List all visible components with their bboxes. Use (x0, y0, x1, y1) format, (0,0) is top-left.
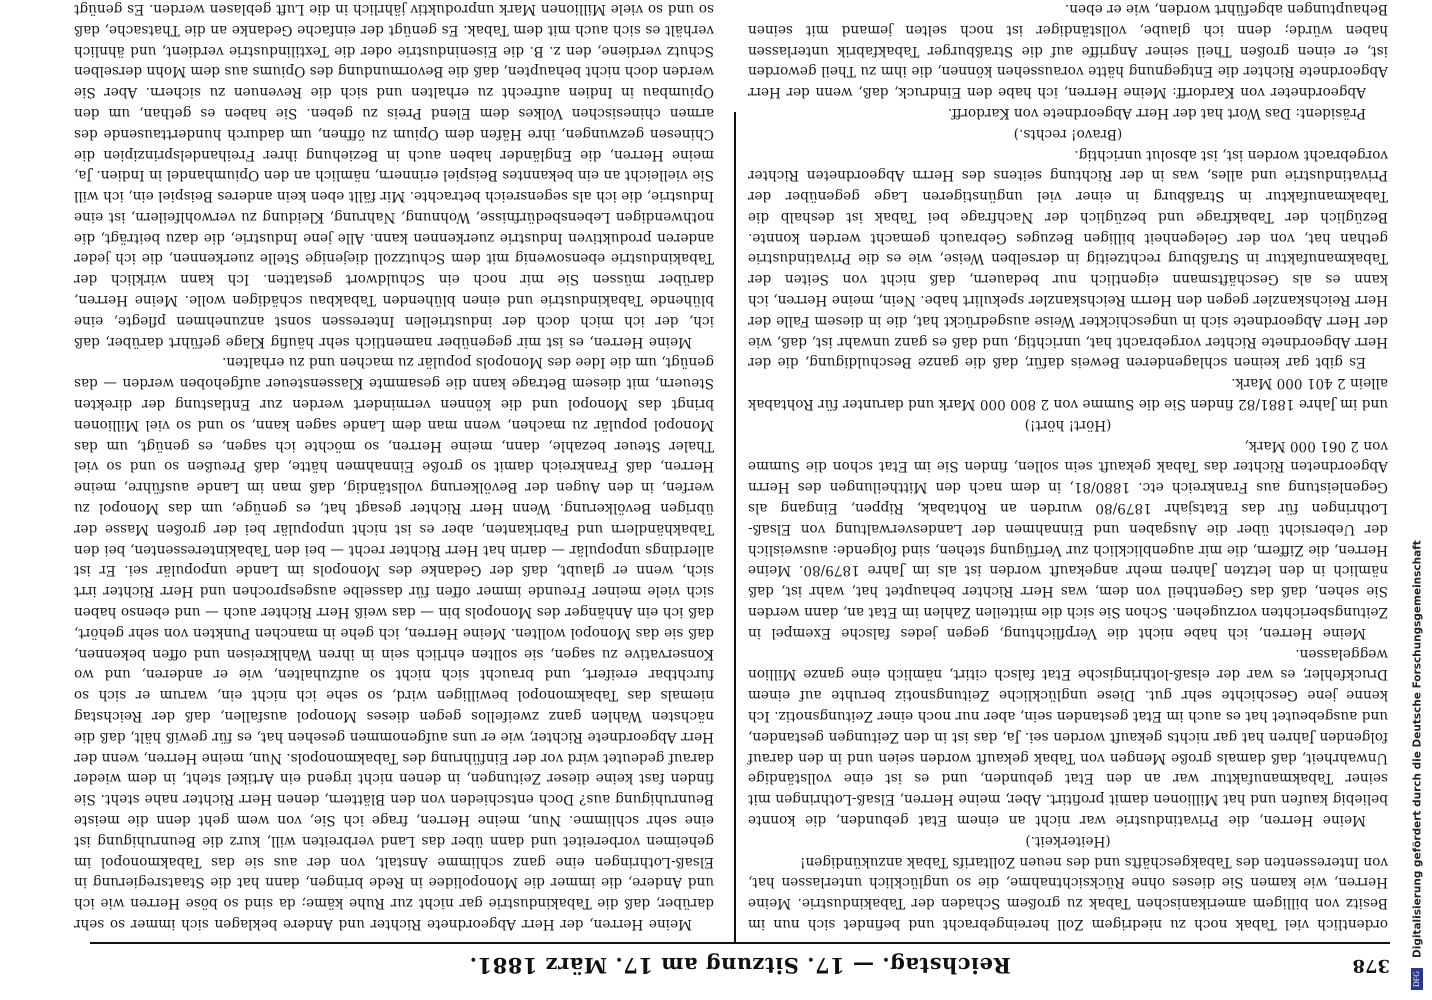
left-column (748, 0, 1388, 934)
paragraph: und im Jahre 1881/82 finden Sie die Summe von 2 800 000 Mark und darunter für Rohtabak allein 2 401 000 Mark. (748, 375, 1388, 413)
interjection: (Heiterkeit.) (1025, 832, 1111, 849)
right-column (74, 0, 714, 934)
paragraph: Präsident: Das Wort hat der Herr Abgeordnete von Kardorff. (947, 104, 1366, 121)
paragraph: ordentlich viel Tabak noch zu niedrigem Zoll hereingebracht und befindet sich nun im Besitz von billigem amerikanischen Tabak zu großem Schaden der Tabakindustrie. Meine Herren, wie kamen Sie dieses ohne Rücksichtnahme, die so unglücklich unterlassen hat, von Interessenten des Tabakgeschäfts und des neuen Zolltarifs Tabak anzukündigen! (748, 853, 1388, 932)
paragraph: Es gibt gar keinen schlagenderen Beweis dafür, daß die ganze Beschuldigung, die der Herr Abgeordnete Richter vorgebracht hat, unrichtig, und daß es ganz unwahr ist, daß, wie der Herr Abgeordnete sich in ungeschickter Weise ausgedrückt hat, die in diesem Falle der Herr Reichskanzler gegen den Herrn Reichskanzler spekulirt habe. Nein, meine Herren, ich kann es als Geschäftsmann eigentlich nur bedauern, daß nicht von Seiten der Tabakmanufaktur in Straßburg rechtzeitig in derselben Weise, wie es die Privatindustrie gethan hat, von der Gelegenheit billigen Bezuges Gebrauch gemacht werden konnte. Bezüglich der Tabakfrage und bezüglich der Nachfrage bei Tabak ist deshalb die Tabakmanufaktur in Straßburg in einer viel ungünstigeren Lage gegenüber der Privatindustrie und alles, was in der Richtung seitens des Herrn Abgeordneten Richter vorgebracht worden ist, ist absolut unrichtig. (748, 146, 1388, 371)
paragraph: Meine Herren, ich habe nicht die Verpflichtung, gegen jedes falsche Exempel in Zeitungsberichten vorzugehen. Schon Sie sich die mitteilen Zahlen im Etat an, dann werden Sie sehen, daß das Gegentheil von dem, was Herr Richter behauptet hat, wahr ist, daß nämlich in den letzten Jahren mehr angekauft worden ist als im Jahre 1879/80. Meine Herren, die Ziffern, die mir augenblicklich zur Verfügung stehen, sind folgende: ausweislich der Uebersicht über die Ausgaben und Einnahmen der Landesverwaltung von Elsaß-Lothringen für das Etatsjahr 1879/80 wurden an Rohtabak, Rippen, Eingang als Gegenleistung aus Frankreich etc. 1880/81, in dem nach den Mittheilungen des Herrn Abgeordneten Richter das Tabak gekauft sein sollen, finden Sie im Etat schon die Summe von 2 061 000 Mark, (748, 437, 1388, 641)
page-header (90, 948, 1390, 978)
paragraph: Abgeordneter von Kardorff: Meine Herren, ich habe den Eindruck, daß, wenn der Herr Abgeordnete Richter die Entgegnung hätte voraussehen können, die ihm zu Theil geworden ist, er einen großen Theil seiner Angriffe auf die Straßburger Tabakfabrik unterlassen haben würde; denn ich glaube, vollständiger ist noch selten jemand mit seinen Behauptungen abgeführt worden, wie er eben. (748, 0, 1388, 101)
paragraph: Meine Herren, es ist mir gegenüber namentlich sehr häufig Klage geführt darüber, daß ich, der ich mich doch der industriellen Interessen sonst anzunehmen pflegte, eine blühende Tabakindustrie und einen blühenden Tabakbau schädigen wolle. Meine Herren, darüber müssen Sie mir noch ein Schuldwort gestatten. Ich kann wirklich der Tabakindustrie ebensowenig mit dem Schutzzoll diejenige Stelle zuerkennen, die ich jeder anderen produktiven Industrie zuerkennen kann. Alle jene Industrie, die dazu beiträgt, die nothwendigen Lebensbedürfnisse, Wohnung, Nahrung, Kleidung zu verwohlfeilern, ist eine Industrie, die ich als segensreich betrachte. Mir fällt eben kein anderes Beispiel ein, ich will Sie vielleicht an ein bekanntes Beispiel erinnern, nämlich an den Opiumhandel in Indien. Ja, meine Herren, die Engländer haben auch in Beziehung ihrer Freihandelsprinzipien die Chinesen gezwungen, ihre Häfen dem Opium zu öffnen, um dadurch hunderttausende des armen chinesischen Volkes dem Elend Preis zu geben. Sie haben es gethan, um den Opiumbau in Indien aufrecht zu erhalten und sich die Revenuen zu sichern. Aber Sie werden doch nicht behaupten, daß die Bevormundung des Opiums aus dem Mohn derselben Schutz verdiene, den z. B. die Eisenindustrie oder die Textilindustrie verdient, und ähnlich verhält es sich auch mit dem Tabak. Es genügt der einfache Gedanke an die Thatsache, daß so und so viele Millionen Mark unproduktiv jährlich in die Luft geblasen werden. Es genügt (74, 0, 714, 350)
dfg-logo: DFG (1411, 968, 1423, 990)
column-divider (734, 112, 736, 942)
page-number: 378 (1352, 955, 1390, 976)
running-title: Reichstag. — 17. Sitzung am 17. März 1881. (469, 953, 1011, 978)
header-rule (90, 942, 1390, 944)
paragraph: Meine Herren, der Herr Abgeordnete Richter und Andere beklagen sich immer so sehr darüber, daß die Tabakindustrie gar nicht zur Ruhe käme; da sind so böse Herren wie ich und Andere, die immer die Monopolidee in Rede bringen, dann hat die Staatsregierung in Elsaß-Lothringen eine ganz schlimme Anstalt, von der aus sie das Tabakmonopol im geheimen vorbereitet und dann über das Land verbreiten will, kurz die Beunruhigung ist eine sehr schlimme. Nun, meine Herren, frage ich Sie, von wem geht denn die meiste Beunruhigung aus? Doch entschieden von den Blättern, denen Herr Richter nahe steht. Sie finden fast keine dieser Zeitungen, in denen nicht irgend ein Artikel steht, in dem wieder darauf gedeutet wird vor der Einführung des Tabakmonopols. Nun, meine Herren, wenn der Herr Abgeordnete Richter, wie er uns aufgenommen gesehen hat, es für gewiß hält, daß die nächsten Wahlen ganz zweifellos gegen dieses Monopol ausfallen, daß der Reichstag niemals das Tabakmonopol bewilligen wird, so sehe ich nicht ein, warum er sich so furchtbar ereifert, und braucht sich nicht so aufzuhalten, wie er anderen, und wo Konservative zu sagen, sie sollten ehrlich sein in ihren Wahlkreisen und offen bekennen, daß sie das Monopol wollten. Meine Herren, ich gehe in manchen Punkten von sehr gehört, daß ich ein Anhänger des Monopols bin — das weiß Herr Richter auch — und ebenso haben sich viele meiner Freunde immer offen für dasselbe ausgesprochen und Herr Richter irrt sich, wenn er glaubt, daß der Gedanke des Monopols im Lande unpopulär sei. Er ist allerdings unpopulär — darin hat Herr Richter recht — bei den Tabakinteressenten, bei den Tabakhändlern und Fabrikanten, aber es ist nicht unpopulär bei der großen Masse der übrigen Bevölkerung. Wenn Herr Richter gesagt hat, es genüge, um das Monopol zu werfen, in den Augen der Bevölkerung vollständig, daß man im Lande ausführe, meine Herren, daß Frankreich damit so große Einnahmen hätte, daß Preußen so und so viel Thaler Steuer bezahle, dann, meine Herren, so möchte ich sagen, es genügt, um das Monopol populär zu machen, wenn man dem Lande sagen kann, so und so viel Millionen bringt das Monopol und die können vermindert werden zur Entlastung der direkten Steuern, mit diesem Betrage kann die gesammte Klassensteuer aufgehoben werden — das genügt, um die Idee des Monopols populär zu machen und zu erhalten. (74, 354, 714, 932)
interjection: (Bravo! rechts.) (1013, 125, 1123, 142)
paragraph: Meine Herren, die Privatindustrie war nicht an einem Etat gebunden, die konnte beliebig kaufen und hat Millionen damit profitirt. Aber, meine Herren, Elsaß-Lothringen mit seiner Tabakmanufaktur war an den Etat gebunden, und es ist eine vollständige Unwahrheit, daß damals große Mengen von Tabak gekauft worden seien und in den darauf folgenden Jahren hat gar nichts gekauft worden sei. Ja, das ist in den Zeitungen gestanden, und ausgebeutet hat es auch im Etat gestanden sein, aber nur noch einer Zeitungsnotiz. Ich kenne jene Geschichte sehr gut. Diese unglückliche Zeitungsnotiz beruhte auf einem Druckfehler, es war der elsaß-lothringische Etat falsch citirt, nämlich eine ganze Million weggelassen. (748, 645, 1388, 829)
footer (1408, 0, 1426, 990)
interjection: (Hört! hört!) (1024, 416, 1112, 433)
footer-text: Digitalisierung gefördert durch die Deutsche Forschungsgemeinschaft (1411, 540, 1424, 958)
